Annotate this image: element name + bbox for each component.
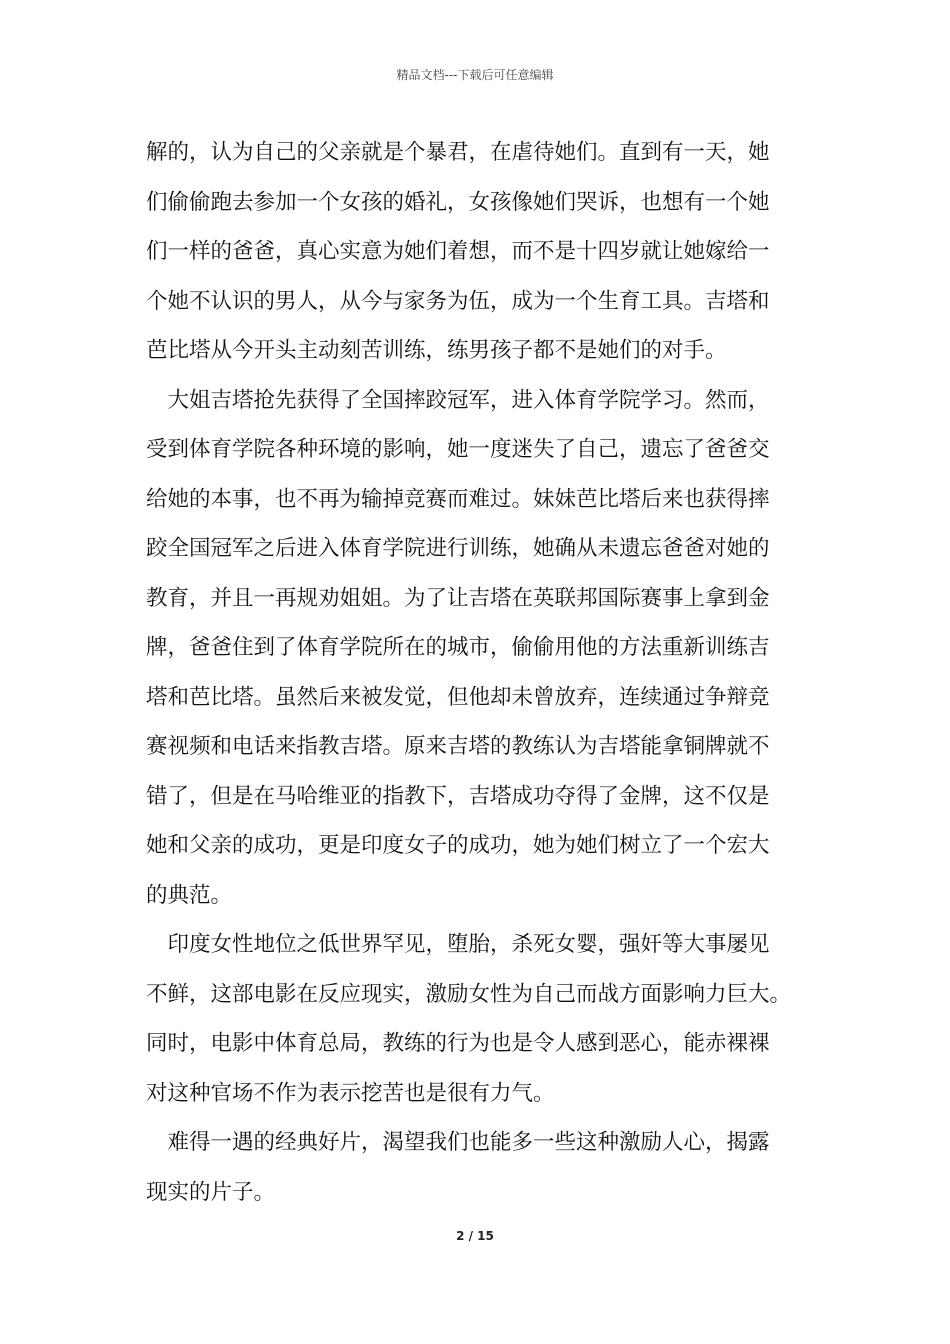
text-line: 的典范。 (146, 882, 233, 908)
text-line: 们一样的爸爸，真心实意为她们着想，而不是十四岁就让她嫁给一 (146, 239, 770, 264)
text-line: 同时，电影中体育总局，教练的行为也是令人感到恶心，能赤裸裸 (146, 1031, 770, 1056)
text-line: 印度女性地位之低世界罕见，堕胎，杀死女婴，强奸等大事屡见 (146, 932, 770, 957)
text-line: 受到体育学院各种环境的影响，她一度迷失了自己，遗忘了爸爸交 (146, 437, 770, 462)
page-number: 2 / 15 (456, 1229, 494, 1243)
text-line: 现实的片子。 (146, 1179, 276, 1205)
text-line: 牌，爸爸住到了体育学院所在的城市，偷偷用他的方法重新训练吉 (146, 635, 770, 660)
text-line: 教育，并且一再规劝姐姐。为了让吉塔在英联邦国际赛事上拿到金 (146, 585, 770, 611)
text-line: 个她不认识的男人，从今与家务为伍，成为一个生育工具。吉塔和 (146, 288, 770, 314)
text-line: 芭比塔从今开头主动刻苦训练，练男孩子都不是她们的对手。 (146, 338, 727, 363)
text-line: 们偷偷跑去参加一个女孩的婚礼，女孩像她们哭诉，也想有一个她 (146, 189, 770, 215)
page-header: 精品文档---下载后可任意编辑 (396, 68, 554, 82)
text-line: 不鲜，这部电影在反应现实，激励女性为自己而战方面影响力巨大。 (146, 981, 792, 1007)
text-line: 给她的本事，也不再为输掉竞赛而难过。妹妹芭比塔后来也获得摔 (146, 486, 770, 512)
text-line: 跤全国冠军之后进入体育学院进行训练，她确从未遗忘爸爸对她的 (146, 536, 770, 561)
text-line: 大姐吉塔抢先获得了全国摔跤冠军，进入体育学院学习。然而， (146, 387, 770, 413)
text-line: 赛视频和电话来指教吉塔。原来吉塔的教练认为吉塔能拿铜牌就不 (146, 734, 770, 759)
text-line: 难得一遇的经典好片，渴望我们也能多一些这种激励人心，揭露 (146, 1130, 770, 1155)
text-line: 对这种官场不作为表示挖苦也是很有力气。 (146, 1080, 555, 1106)
text-line: 她和父亲的成功，更是印度女子的成功，她为她们树立了一个宏大 (146, 833, 770, 858)
text-line: 解的，认为自己的父亲就是个暴君，在虐待她们。直到有一天，她 (146, 140, 770, 165)
text-line: 塔和芭比塔。虽然后来被发觉，但他却未曾放弃，连续通过争辩竞 (146, 684, 770, 710)
document-body (146, 128, 810, 1217)
text-line: 错了，但是在马哈维亚的指教下，吉塔成功夺得了金牌，这不仅是 (146, 783, 770, 809)
